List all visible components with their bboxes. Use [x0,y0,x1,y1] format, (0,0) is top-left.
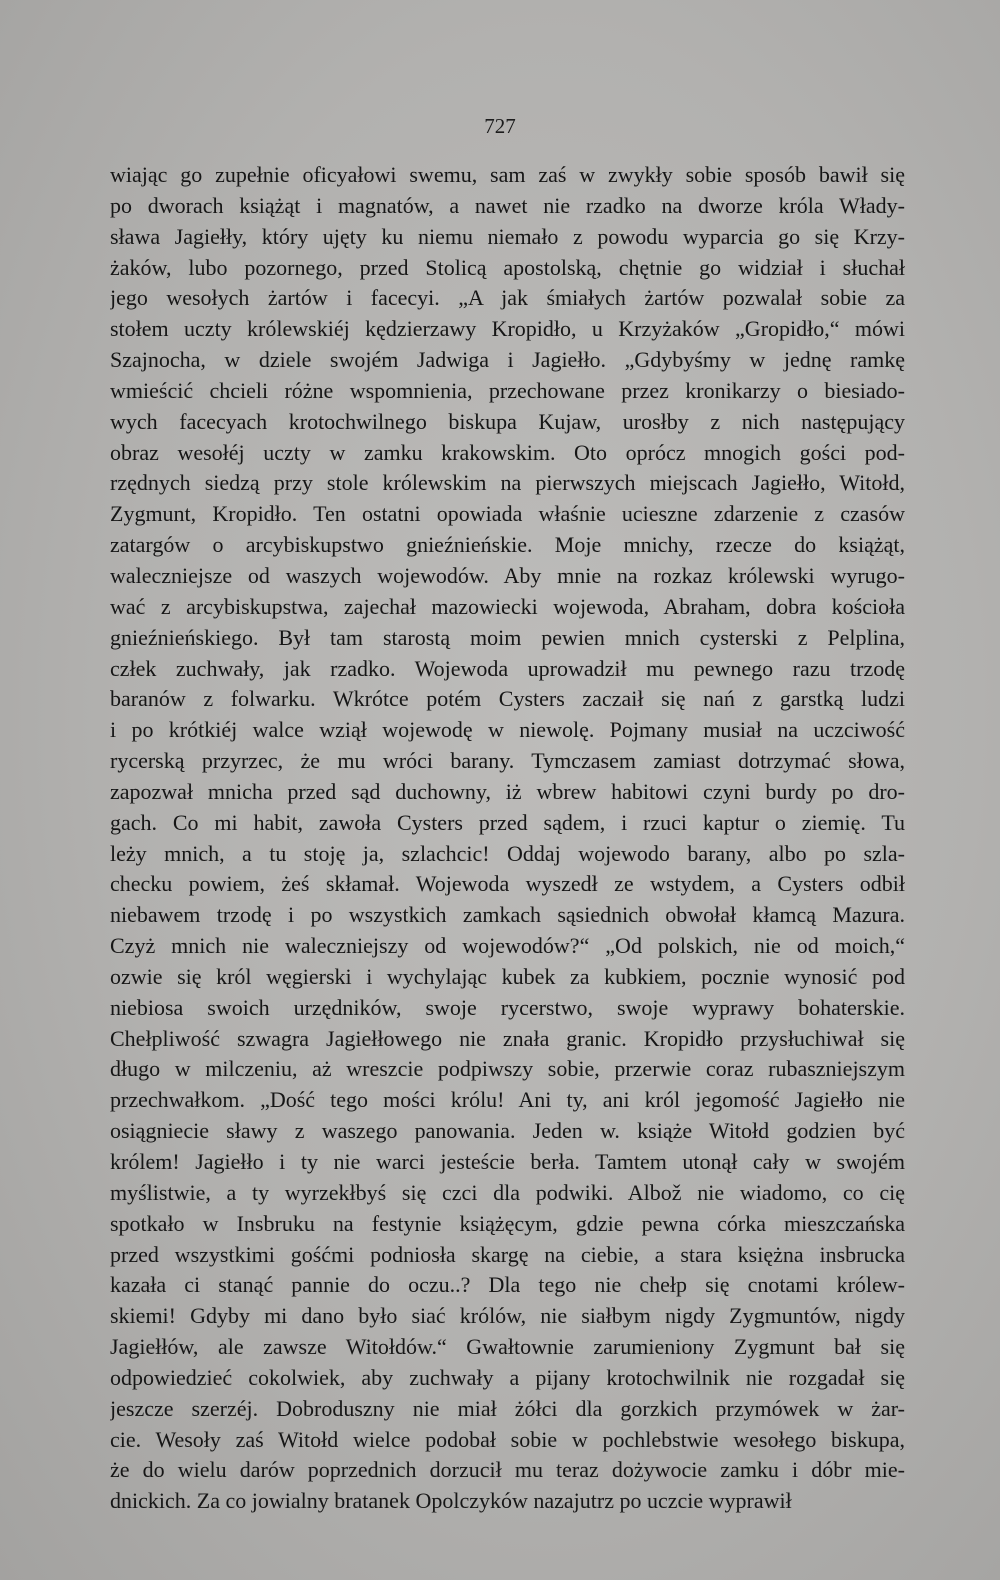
text-line: długo w milczeniu, aż wreszcie podpiwszy sobie, przerwie coraz rubaszniejszym [110,1056,905,1082]
text-line: rzędnych siedzą przy stole królewskim na pierwszych miejscach Jagiełło, Witołd, [110,470,905,496]
text-line: skiemi! Gdyby mi dano było siać królów, nie siałbym nigdy Zygmuntów, nigdy [110,1303,905,1329]
text-line: spotkało w Insbruku na festynie książęcym, gdzie pewna córka mieszczańska [110,1210,905,1236]
text-line: człek zuchwały, jak rzadko. Wojewoda uprowadził mu pewnego razu trzodę [110,655,905,681]
text-line: żaków, lubo pozornego, przed Stolicą apostolską, chętnie go widział i słuchał [110,254,905,280]
text-line: leży mnich, a tu stoję ja, szlachcic! Oddaj wojewodo barany, albo po szla- [110,840,905,866]
text-line: jeszcze szerzéj. Dobroduszny nie miał żółci dla gorzkich przymówek w żar- [110,1395,905,1421]
text-line: wać z arcybiskupstwa, zajechał mazowiecki wojewoda, Abraham, dobra kościoła [110,593,905,619]
text-line: królem! Jagiełło i ty nie warci jesteście berła. Tamtem utonął cały w swojém [110,1149,905,1174]
text-line: że do wielu darów poprzednich dorzucił mu teraz dożywocie zamku i dóbr mie- [110,1457,905,1483]
text-line: zatargów o arcybiskupstwo gnieźnieńskie. Moje mnichy, rzecze do książąt, [110,532,905,558]
text-line: sława Jagiełły, który ujęty ku niemu niemało z powodu wyparcia go się Krzy- [110,223,905,249]
text-line: Zygmunt, Kropidło. Ten ostatni opowiada właśnie ucieszne zdarzenie z czasów [110,501,905,527]
text-line: przechwałkom. „Dość tego mości królu! Ani ty, ani król jegomość Jagiełło nie [110,1087,905,1113]
text-line: osiągniecie sławy z waszego panowania. Jeden w. książe Witołd godzien być [110,1118,905,1144]
body-text [110,160,905,1517]
text-line: wmieścić chcieli różne wspomnienia, przechowane przez kronikarzy o biesiado- [110,377,905,403]
text-line: checku powiem, żeś skłamał. Wojewoda wyszedł ze wstydem, a Cysters odbił [110,871,905,897]
text-line: ozwie się król węgierski i wychylając kubek za kubkiem, pocznie wynosić pod [110,963,905,989]
text-line: niebiosa swoich urzędników, swoje rycerstwo, swoje wyprawy bohaterskie. [110,994,905,1020]
text-line: gach. Co mi habit, zawoła Cysters przed sądem, i rzuci kaptur o ziemię. Tu [110,809,905,835]
text-line: dnickich. Za co jowialny bratanek Opolczyków nazajutrz po uczcie wyprawił [110,1488,792,1514]
text-line: Szajnocha, w dziele swojém Jadwiga i Jagiełło. „Gdybyśmy w jednę ramkę [110,347,905,373]
text-line: Chełpliwość szwagra Jagiełłowego nie znała granic. Kropidło przysłuchiwał się [110,1025,905,1051]
text-line: obraz wesołéj uczty w zamku krakowskim. Oto oprócz mnogich gości pod- [110,439,905,465]
text-line: wiając go zupełnie oficyałowi swemu, sam zaś w zwykły sobie sposób bawił się [110,162,905,187]
text-line: myślistwie, a ty wyrzekłbyś się czci dla podwiki. Albož nie wiadomo, co cię [110,1179,905,1205]
text-line: stołem uczty królewskiéj kędzierzawy Kropidło, u Krzyżaków „Gropidło,“ mówi [110,316,905,342]
text-line: kazała ci stanąć pannie do oczu..? Dla tego nie chełp się cnotami królew- [110,1272,905,1298]
text-line: gnieźnieńskiego. Był tam starostą moim pewien mnich cysterski z Pelplina, [110,624,905,650]
text-line: cie. Wesoły zaś Witołd wielce podobał sobie w pochlebstwie wesołego biskupa, [110,1426,905,1452]
text-line: po dworach książąt i magnatów, a nawet nie rzadko na dworze króla Włady- [110,192,905,218]
text-line: waleczniejsze od waszych wojewodów. Aby mnie na rozkaz królewski wyrugo- [110,562,905,588]
page-number: 727 [484,114,516,138]
text-line: odpowiedzieć cokolwiek, aby zuchwały a pijany krotochwilnik nie rozgadał się [110,1364,905,1390]
text-line: wych facecyach krotochwilnego biskupa Kujaw, urosłby z nich następujący [110,408,905,434]
text-line: Czyż mnich nie waleczniejszy od wojewodów?“ „Od polskich, nie od moich,“ [110,933,905,959]
text-line: zapozwał mnicha przed sąd duchowny, iż wbrew habitowi czyni burdy po dro- [110,778,905,804]
text-line: przed wszystkimi gośćmi podniosła skargę na ciebie, a stara księżna insbrucka [110,1241,905,1267]
text-line: i po krótkiéj walce wziął wojewodę w niewolę. Pojmany musiał na uczciwość [110,717,905,743]
text-line: baranów z folwarku. Wkrótce potém Cysters zaczaił się nań z garstką ludzi [110,686,905,712]
text-line: niebawem trzodę i po wszystkich zamkach sąsiednich obwołał kłamcą Mazura. [110,902,905,928]
text-line: Jagiełłów, ale zawsze Witołdów.“ Gwałtownie zarumieniony Zygmunt bał się [110,1334,905,1360]
text-line: jego wesołych żartów i facecyi. „A jak śmiałych żartów pozwalał sobie za [110,285,905,311]
text-line: rycerską przyrzec, że mu wróci barany. Tymczasem zamiast dotrzymać słowa, [110,748,905,774]
